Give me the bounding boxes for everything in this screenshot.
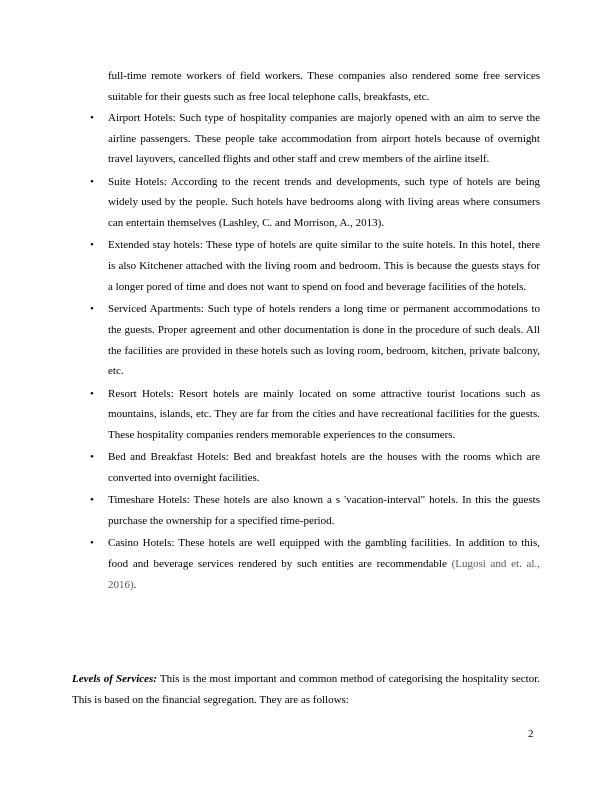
list-item-serviced-apartments (72, 299, 540, 382)
bullet-icon: • (90, 239, 94, 252)
list-item-airport-hotels (72, 108, 540, 170)
bullet-icon: • (90, 112, 94, 124)
list-item-text: Timeshare Hotels: These hotels are also known a s 'vacation-interval" hotels. In this the guests purchase the ownership for a specified time-period. (108, 494, 540, 527)
list-item-text: Extended stay hotels: These type of hotels are quite similar to the suite hotels. In this hotel, there is also Kitchener attached with the living room and bedroom. This is because the guests stays for a longer pored of time and does not want to spend on food and beverage facilities of the hotels. (108, 239, 540, 293)
bullet-icon: • (90, 537, 94, 550)
levels-of-services-paragraph (72, 669, 540, 711)
bullet-icon: • (90, 451, 94, 464)
list-item-text: Suite Hotels: According to the recent trends and developments, such type of hotels are being widely used by the people. Such hotels have bedrooms along with living areas where consumers can entertain themselves (Lashley, C. and Morrison, A., 2013). (108, 175, 540, 230)
list-item-end-punctuation: . (133, 578, 137, 591)
bullet-icon: • (90, 387, 94, 400)
list-item-text: Casino Hotels: These hotels are well equipped with the gambling facilities. In addition to this, food and beverage services rendered by such entities are recommendable (108, 537, 540, 570)
list-item-bed-and-breakfast-hotels (72, 447, 540, 488)
bullet-icon: • (90, 175, 94, 188)
list-item-casino-hotels (72, 533, 540, 595)
list-item-timeshare-hotels (72, 490, 540, 531)
list-item-text: Bed and Breakfast Hotels: Bed and breakfast hotels are the houses with the rooms which are converted into overnight facilities. (108, 451, 540, 484)
citation-text: (Lugosi and et. al., 2016) (108, 557, 540, 591)
page-number: 2 (528, 728, 534, 740)
list-item-text: Serviced Apartments: Such type of hotels renders a long time or permanent accommodations to the guests. Proper agreement and other documentation is done in the procedure of such deals. All the facilities are provided in these hotels such as loving room, bedroom, kitchen, private balcony, etc. (108, 303, 540, 378)
list-item-resort-hotels (72, 384, 540, 446)
levels-of-services-heading: Levels of Services: (72, 673, 157, 685)
hotel-types-list (72, 108, 540, 597)
list-item-text: Airport Hotels: Such type of hospitality companies are majorly opened with an aim to serve the airline passengers. These people take accommodation from airport hotels because of overnight travel layovers, cancelled flights and other staff and crew members of the airline itself. (108, 112, 540, 166)
list-item-suite-hotels (72, 172, 540, 234)
bullet-icon: • (90, 494, 94, 507)
bullet-icon: • (90, 303, 94, 316)
list-item-extended-stay-hotels (72, 235, 540, 297)
list-item-text: Resort Hotels: Resort hotels are mainly located on some attractive tourist locations such as mountains, islands, etc. They are far from the cities and have recreational facilities for the guests. These hospitality companies renders memorable experiences to the consumers. (108, 387, 540, 441)
levels-of-services-body: This is the most important and common method of categorising the hospitality sector. This is based on the financial segregation. They are as follows: (72, 673, 541, 706)
continuation-paragraph: full-time remote workers of field workers. These companies also rendered some free services suitable for their guests such as free local telephone calls, breakfasts, etc. (108, 70, 540, 103)
